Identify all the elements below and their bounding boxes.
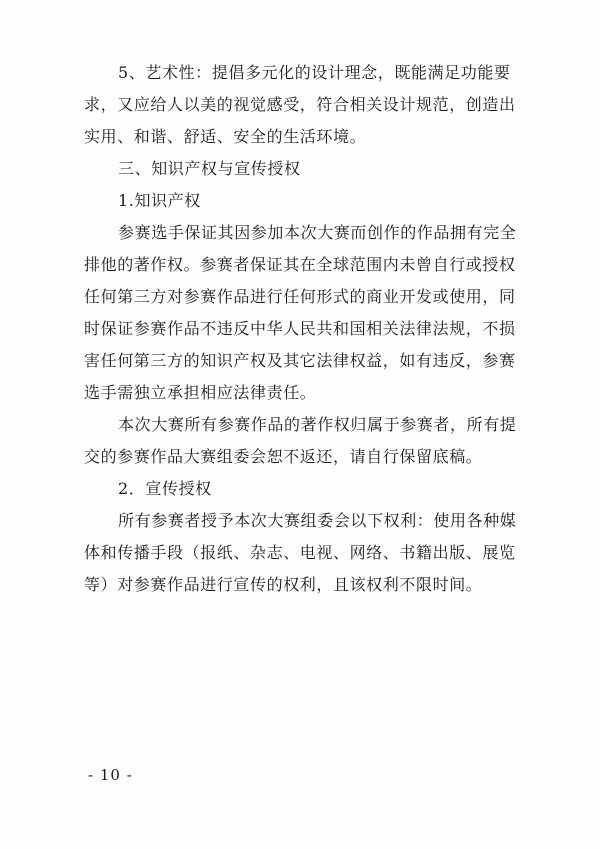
artistic-criterion-paragraph: 5、艺术性：提倡多元化的设计理念，既能满足功能要求，又应给人以美的视觉感受，符合相关设计规范，创造出实用、和谐、舒适、安全的生活环境。 <box>84 63 516 146</box>
promotion-subheading: 2．宣传授权 <box>118 479 212 498</box>
ip-paragraph-copyright: 本次大赛所有参赛作品的著作权归属于参赛者，所有提交的参赛作品大赛组委会恕不返还，请自行保留底稿。 <box>84 415 517 466</box>
ip-paragraph-ownership: 参赛选手保证其因参加本次大赛而创作的作品拥有完全排他的著作权。参赛者保证其在全球范围内未曾自行或授权任何第三方对参赛作品进行任何形式的商业开发或使用，同时保证参赛作品不违反中华人民共和国相关法律法规，不损害任何第三方的知识产权及其它法律权益，如有违反，参赛选手需独立承担相应法律责任。 <box>84 223 517 402</box>
section-three-heading: 三、知识产权与宣传授权 <box>118 159 301 178</box>
ip-subheading: 1.知识产权 <box>118 191 201 210</box>
promotion-paragraph: 所有参赛者授予本次大赛组委会以下权利：使用各种媒体和传播手段（报纸、杂志、电视、网络、书籍出版、展览等）对参赛作品进行宣传的权利，且该权利不限时间。 <box>84 511 517 594</box>
page-number: - 10 - <box>88 766 133 784</box>
